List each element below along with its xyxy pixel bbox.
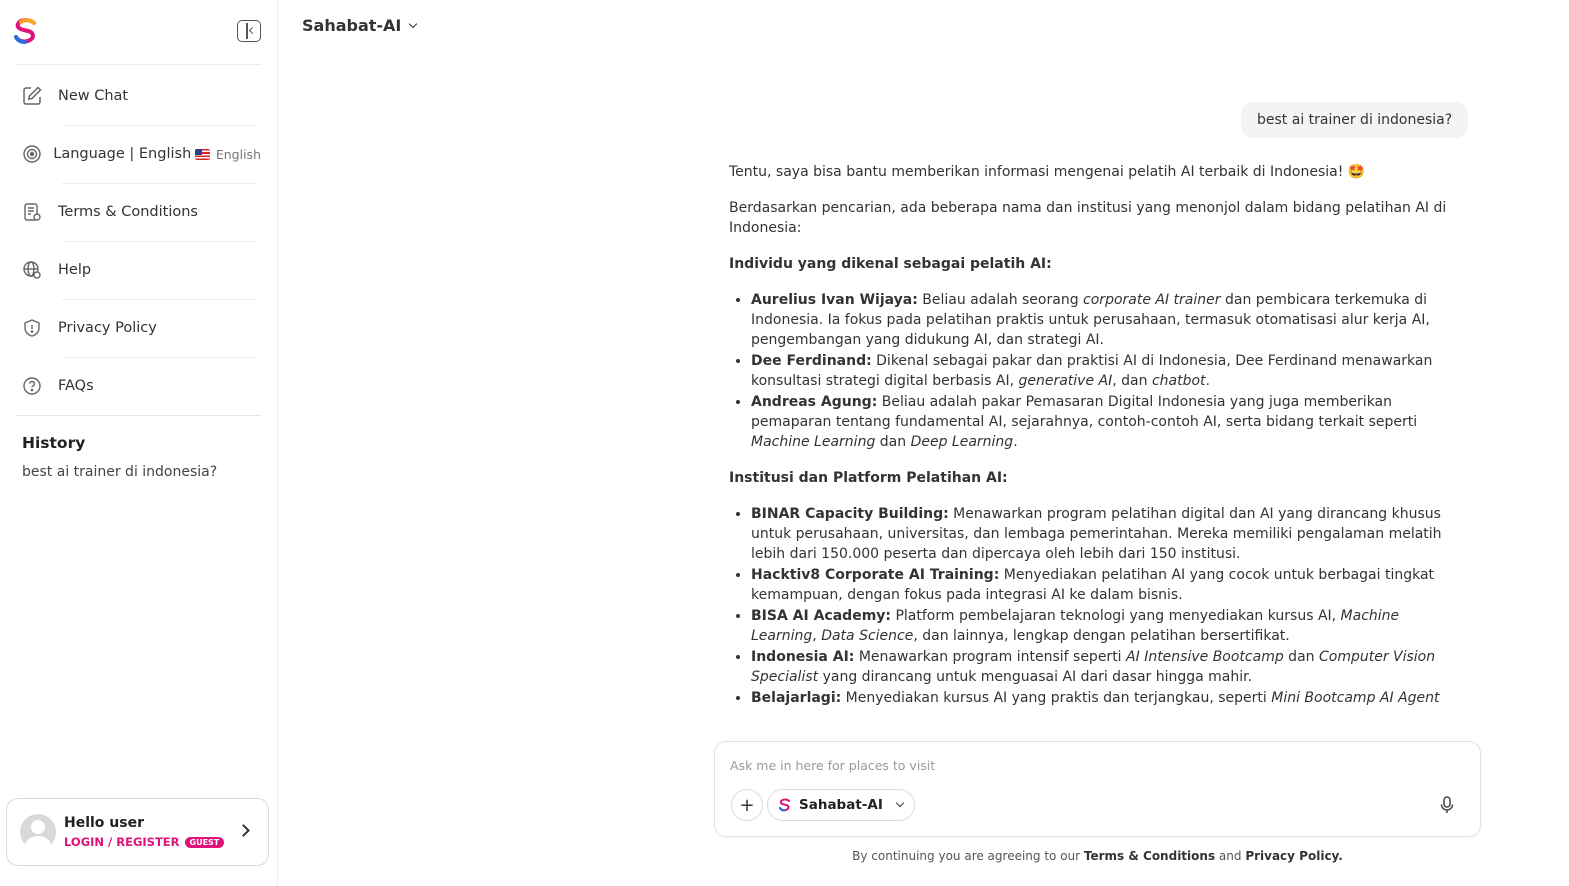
- answer-intro: Tentu, saya bisa bantu memberikan informasi mengenai pelatih AI terbaik di Indonesia! 🤩: [729, 164, 1366, 180]
- list-item-text: Menawarkan program pelatihan digital dan AI yang dirancang khusus untuk perusahaan, universitas, dan lembaga pemerintahan. Mereka memiliki pengalaman melatih lebih dari 150.000 peserta dan dipercaya oleh lebih dari 150 institusi.: [751, 506, 1442, 562]
- us-flag-icon: [195, 149, 210, 160]
- section-heading: Institusi dan Platform Pelatihan AI:: [729, 470, 1008, 486]
- plus-icon: +: [739, 794, 755, 816]
- add-attachment-button[interactable]: [731, 789, 763, 821]
- list-item: [751, 606, 1467, 646]
- list-item-title: BISA AI Academy:: [751, 608, 891, 624]
- document-icon: [18, 198, 46, 226]
- emphasis-text: generative AI: [1018, 373, 1113, 389]
- list-item-text: , dan lainnya, lengkap dengan pelatihan bersertifikat.: [913, 628, 1290, 644]
- list-item-title: Indonesia AI:: [751, 649, 855, 665]
- list-item-text: Menyediakan kursus AI yang praktis dan terjangkau, seperti: [841, 690, 1272, 706]
- list-item-text: Menyediakan pelatihan AI yang cocok untuk berbagai tingkat kemampuan, dengan fokus pada integrasi AI ke dalam bisnis.: [751, 567, 1435, 603]
- list-item-text: .: [1205, 373, 1210, 389]
- divider: [16, 415, 261, 416]
- language-selector[interactable]: [16, 125, 261, 183]
- emphasis-text: Computer Vision Specialist: [751, 649, 1436, 685]
- chevron-down-icon: [896, 799, 904, 807]
- language-icon: [18, 140, 45, 168]
- list-item-text: Menawarkan program intensif seperti: [854, 649, 1127, 665]
- list-item-title: Belajarlagi:: [751, 690, 842, 706]
- chat-composer: [714, 741, 1481, 837]
- menu-label: FAQs: [58, 378, 94, 394]
- emphasis-text: AI Intensive Bootcamp: [1126, 649, 1284, 665]
- emphasis-text: Machine Learning: [751, 608, 1400, 644]
- avatar: [20, 814, 56, 850]
- user-greeting: Hello user: [64, 815, 145, 831]
- composer-model-selector[interactable]: [767, 789, 915, 821]
- emphasis-text: corporate AI trainer: [1083, 292, 1221, 308]
- list-item-title: BINAR Capacity Building:: [751, 506, 949, 522]
- chevron-right-icon: [237, 824, 250, 837]
- login-register-link[interactable]: LOGIN / REGISTER: [64, 835, 180, 849]
- list-item-title: Dee Ferdinand:: [751, 353, 872, 369]
- list-item: [751, 392, 1467, 452]
- terms-notice-and: and: [1215, 849, 1246, 863]
- new-chat-icon: [18, 82, 46, 110]
- list-item: [751, 647, 1467, 687]
- terms-notice-prefix: By continuing you are agreeing to our: [852, 849, 1084, 863]
- help-link[interactable]: [16, 241, 261, 299]
- history-heading: History: [22, 434, 86, 452]
- list-item: [751, 290, 1467, 350]
- individuals-list: [751, 290, 1467, 452]
- list-item: [751, 565, 1467, 605]
- privacy-policy-link[interactable]: [16, 299, 261, 357]
- model-selector[interactable]: [302, 16, 416, 35]
- list-item-text: yang dirancang untuk menguasai AI dari dasar hingga mahir.: [818, 669, 1253, 685]
- list-item-text: , dan: [1112, 373, 1152, 389]
- emphasis-text: chatbot: [1151, 373, 1206, 389]
- assistant-message: [729, 162, 1467, 708]
- list-item-text: Beliau adalah seorang: [917, 292, 1084, 308]
- list-item-text: .: [1013, 434, 1018, 450]
- list-item-title: Andreas Agung:: [751, 394, 878, 410]
- emphasis-text: Data Science: [821, 628, 914, 644]
- list-item-text: ,: [812, 628, 822, 644]
- privacy-link[interactable]: Privacy Policy.: [1245, 849, 1343, 863]
- user-account-card[interactable]: [6, 798, 269, 866]
- menu-label: New Chat: [58, 88, 129, 104]
- list-item-text: Dikenal sebagai pakar dan praktisi AI di Indonesia, Dee Ferdinand menawarkan konsultasi strategi digital berbasis AI,: [751, 353, 1433, 389]
- emphasis-text: Machine Learning: [751, 434, 876, 450]
- microphone-icon[interactable]: [1438, 795, 1456, 815]
- sidebar: [0, 0, 278, 886]
- list-item-title: Hacktiv8 Corporate AI Training:: [751, 567, 1000, 583]
- list-item: [751, 688, 1467, 708]
- institutions-list: [751, 504, 1467, 708]
- list-item: [751, 351, 1467, 391]
- menu-label: Privacy Policy: [58, 320, 157, 336]
- menu-label: Terms & Conditions: [58, 204, 198, 220]
- list-item-title: Aurelius Ivan Wijaya:: [751, 292, 918, 308]
- terms-notice: [714, 849, 1481, 863]
- faqs-link[interactable]: [16, 357, 261, 415]
- list-item-text: Platform pembelajaran teknologi yang menyediakan kursus AI,: [891, 608, 1341, 624]
- user-message-bubble: best ai trainer di indonesia?: [1241, 102, 1468, 138]
- history-item[interactable]: best ai trainer di indonesia?: [22, 464, 218, 480]
- chevron-down-icon: [409, 19, 417, 27]
- help-globe-icon: [18, 256, 46, 284]
- sidebar-collapse-icon[interactable]: [237, 20, 261, 42]
- list-item: [751, 504, 1467, 564]
- question-icon: [18, 372, 46, 400]
- divider: [16, 64, 261, 65]
- terms-link[interactable]: Terms & Conditions: [1083, 849, 1216, 863]
- list-item-text: Beliau adalah pakar Pemasaran Digital Indonesia yang juga memberikan pemaparan tentang fundamental AI, sejarahnya, contoh-contoh AI, serta bidang terkait seperti: [751, 394, 1418, 430]
- emphasis-text: Deep Learning: [910, 434, 1014, 450]
- composer-model-label: Sahabat-AI: [799, 797, 883, 813]
- section-heading: Individu yang dikenal sebagai pelatih AI:: [729, 256, 1052, 272]
- shield-icon: [18, 314, 46, 342]
- list-item-text: dan pembicara terkemuka di Indonesia. Ia fokus pada pelatihan praktis untuk perusahaan, termasuk otomatisasi alur kerja AI, pengembangan yang didukung AI, dan strategi AI.: [751, 292, 1430, 348]
- terms-conditions-link[interactable]: [16, 183, 261, 241]
- guest-badge: GUEST: [185, 837, 225, 848]
- sahabat-ai-logo: [778, 798, 792, 812]
- list-item-text: dan: [875, 434, 911, 450]
- new-chat-button[interactable]: [16, 67, 261, 125]
- menu-label: Help: [58, 262, 92, 278]
- emphasis-text: Mini Bootcamp AI Agent: [1271, 690, 1440, 706]
- chat-input[interactable]: [730, 754, 1450, 776]
- model-title: Sahabat-AI: [302, 16, 402, 35]
- list-item-text: dan: [1283, 649, 1319, 665]
- sahabat-ai-logo[interactable]: [12, 18, 40, 44]
- menu-label: Language | English: [53, 146, 192, 162]
- language-current: English: [215, 146, 261, 162]
- answer-paragraph: Berdasarkan pencarian, ada beberapa nama dan institusi yang menonjol dalam bidang pelatihan AI di Indonesia:: [729, 200, 1447, 236]
